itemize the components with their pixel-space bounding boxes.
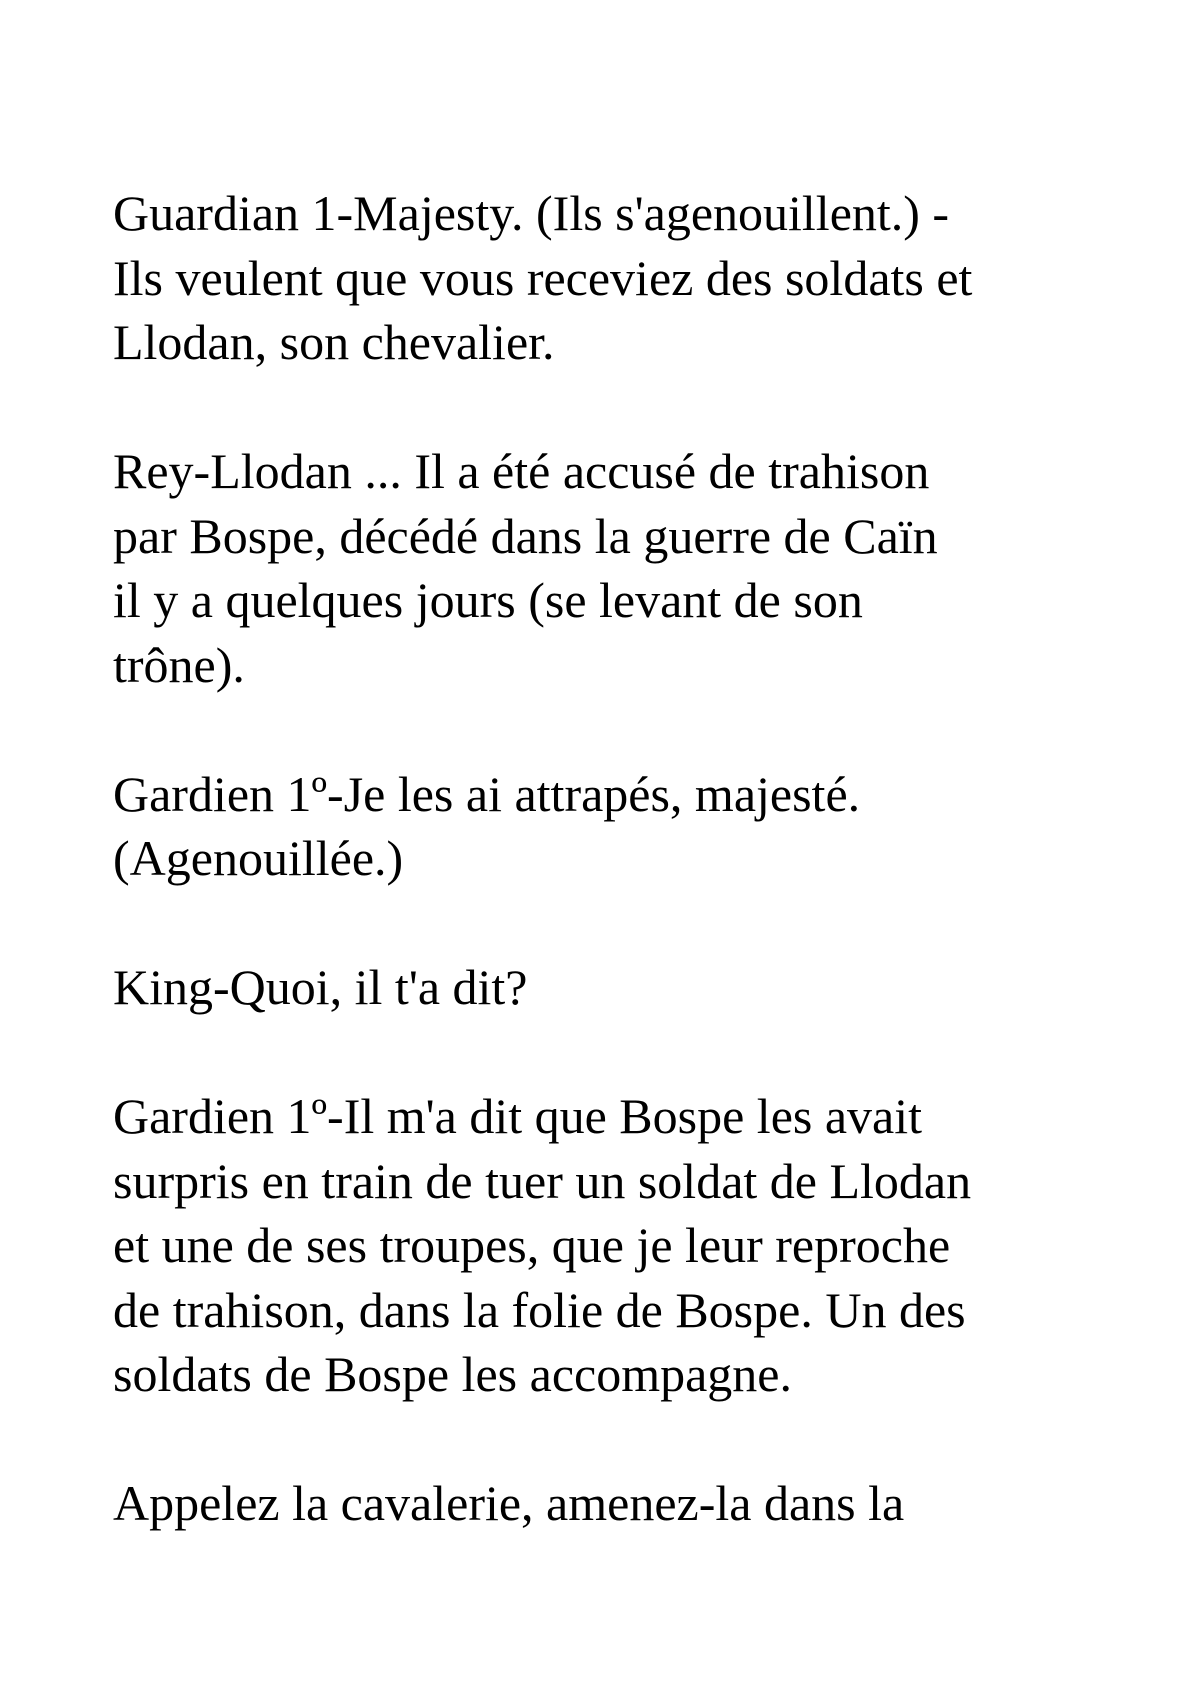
text-line: King-Quoi, il t'a dit? — [113, 959, 528, 1015]
paragraph-1 — [113, 181, 1113, 375]
text-line: Ils veulent que vous receviez des soldats et — [113, 249, 973, 306]
paragraph-5 — [113, 1084, 1113, 1407]
text-line: Rey-Llodan ... Il a été accusé de trahison — [113, 443, 930, 499]
text-line: et une de ses troupes, que je leur reproche — [113, 1217, 951, 1273]
text-line: surpris en train de tuer un soldat de Llodan — [113, 1152, 972, 1209]
text-line: soldats de Bospe les accompagne. — [113, 1346, 792, 1402]
paragraph-3 — [113, 762, 1113, 891]
text-line: Guardian 1-Majesty. (Ils s'agenouillent.) - — [113, 185, 950, 241]
document-body — [113, 181, 1113, 1600]
text-line: Llodan, son chevalier. — [113, 314, 555, 370]
text-line: Gardien 1º-Il m'a dit que Bospe les avait — [113, 1088, 923, 1144]
text-line: par Bospe, décédé dans la guerre de Caïn — [113, 507, 938, 564]
paragraph-4 — [113, 955, 1113, 1020]
text-line: de trahison, dans la folie de Bospe. Un des — [113, 1281, 966, 1338]
text-line: trône). — [113, 636, 245, 693]
text-line: (Agenouillée.) — [113, 830, 404, 886]
text-line: Gardien 1º-Je les ai attrapés, majesté. — [113, 765, 861, 822]
text-line: Appelez la cavalerie, amenez-la dans la — [113, 1475, 905, 1531]
paragraph-2 — [113, 439, 1113, 697]
text-line: il y a quelques jours (se levant de son — [113, 572, 863, 628]
paragraph-6 — [113, 1471, 1113, 1536]
